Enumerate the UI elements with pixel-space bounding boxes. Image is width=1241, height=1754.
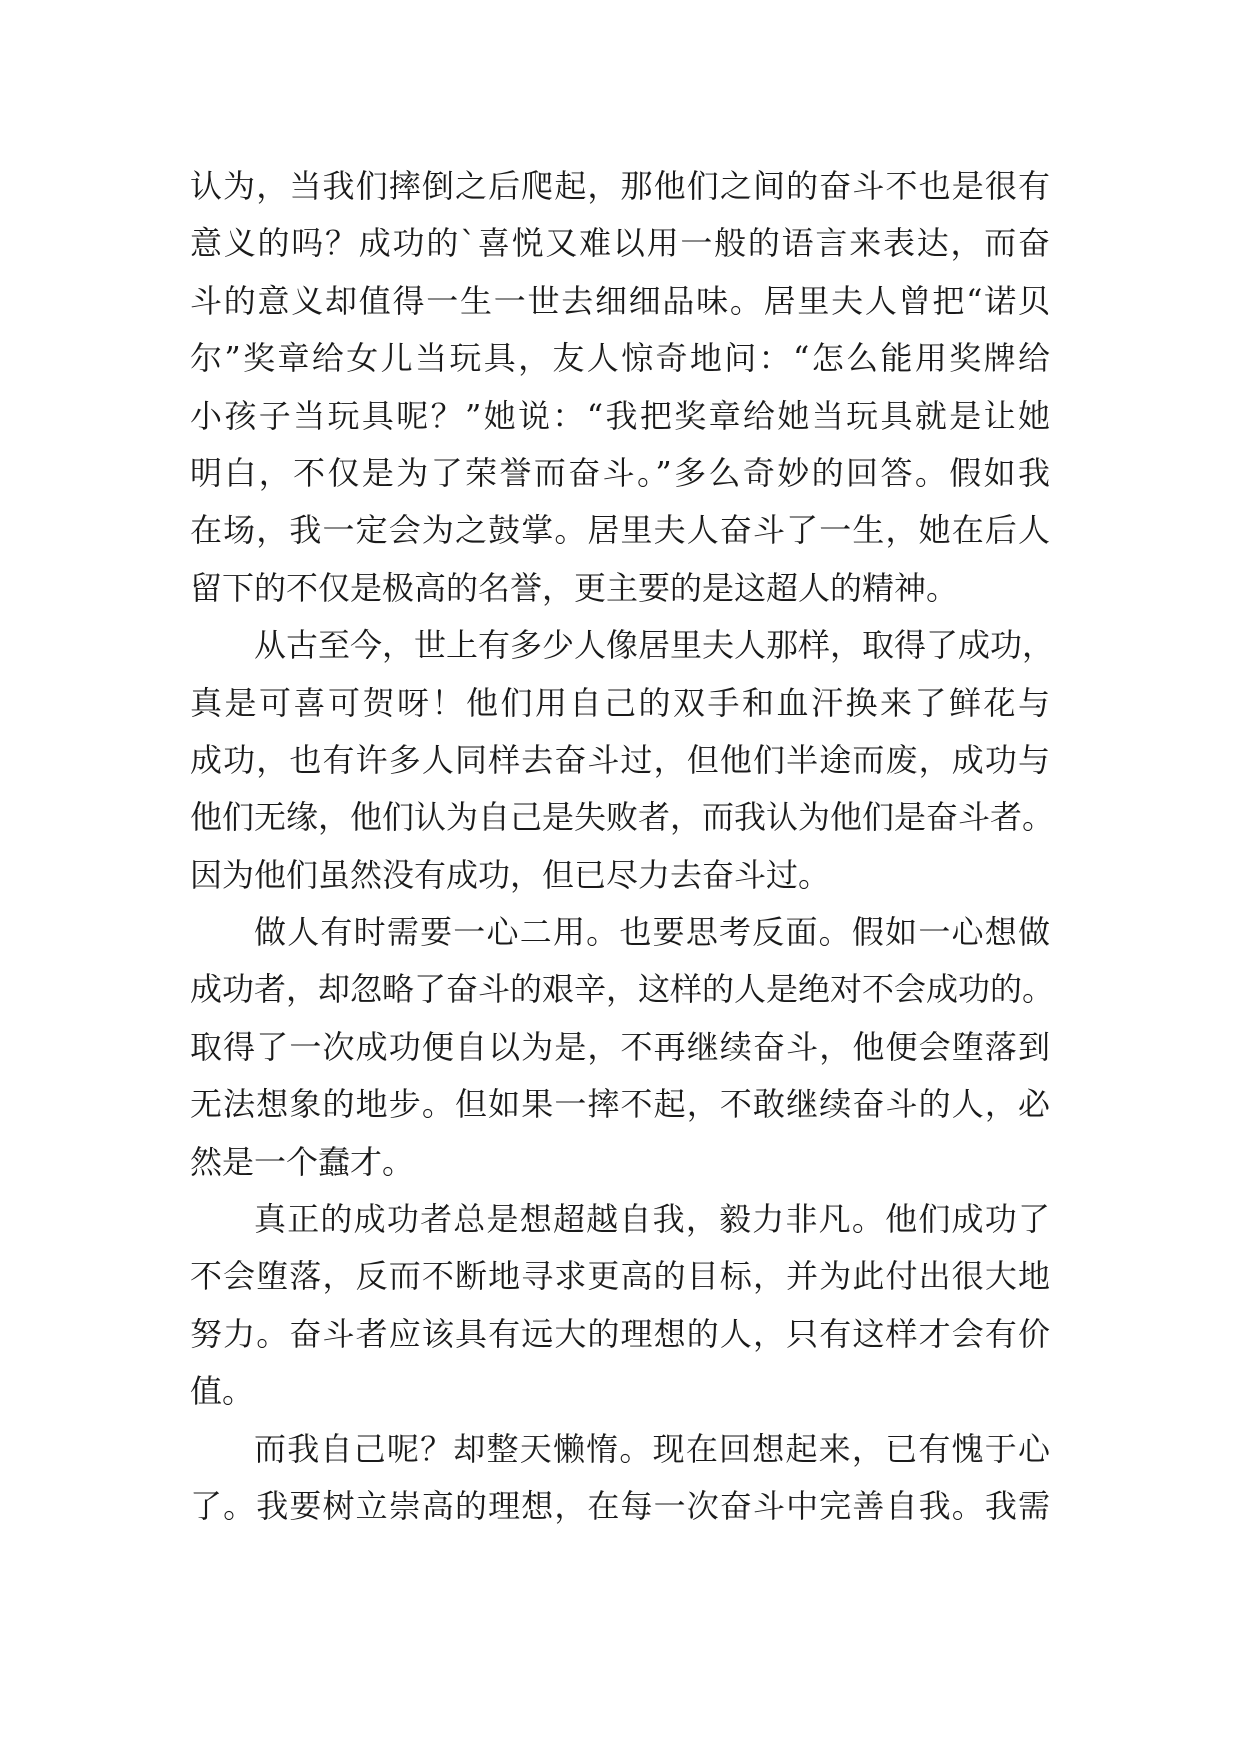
- text-line: 不会堕落，反而不断地寻求更高的目标，并为此付出很大地: [190, 1257, 1050, 1296]
- text-line: 尔”奖章给女儿当玩具，友人惊奇地问：“怎么能用奖牌给: [190, 339, 1050, 378]
- paragraph-first-line: 从古至今，世上有多少人像居里夫人那样，取得了成功，: [254, 626, 1055, 665]
- paragraph-first-line: 而我自己呢？却整天懒惰。现在回想起来，已有愧于心: [254, 1429, 1050, 1468]
- text-line: 成功者，却忽略了奋斗的艰辛，这样的人是绝对不会成功的。: [190, 970, 1055, 1009]
- paragraph-last-line: 留下的不仅是极高的名誉，更主要的是这超人的精神。: [190, 568, 959, 607]
- paragraph-first-line: 做人有时需要一心二用。也要思考反面。假如一心想做: [254, 913, 1050, 952]
- text-line: 意义的吗？成功的`喜悦又难以用一般的语言来表达，而奋: [190, 224, 1050, 263]
- text-line: 他们无缘，他们认为自己是失败者，而我认为他们是奋斗者。: [190, 798, 1055, 837]
- text-line: 了。我要树立崇高的理想，在每一次奋斗中完善自我。我需: [190, 1486, 1050, 1525]
- paragraph-last-line: 因为他们虽然没有成功，但已尽力去奋斗过。: [190, 855, 831, 894]
- text-line: 努力。奋斗者应该具有远大的理想的人，只有这样才会有价: [190, 1314, 1050, 1353]
- text-line: 明白，不仅是为了荣誉而奋斗。”多么奇妙的回答。假如我: [190, 453, 1050, 492]
- text-line: 成功，也有许多人同样去奋斗过，但他们半途而废，成功与: [190, 740, 1050, 779]
- essay-body: [190, 158, 1055, 1535]
- text-line: 认为，当我们摔倒之后爬起，那他们之间的奋斗不也是很有: [190, 167, 1050, 205]
- text-line: 斗的意义却值得一生一世去细细品味。居里夫人曾把“诺贝: [190, 281, 1050, 320]
- paragraph-last-line: 值。: [190, 1372, 255, 1411]
- text-line: 小孩子当玩具呢？”她说：“我把奖章给她当玩具就是让她: [190, 396, 1050, 435]
- text-line: 无法想象的地步。但如果一摔不起，不敢继续奋斗的人，必: [190, 1085, 1050, 1124]
- text-line: 真是可喜可贺呀！他们用自己的双手和血汗换来了鲜花与: [190, 683, 1050, 722]
- paragraph-last-line: 然是一个蠢才。: [190, 1142, 415, 1181]
- text-line: 取得了一次成功便自以为是，不再继续奋斗，他便会堕落到: [190, 1027, 1050, 1066]
- text-line: 在场，我一定会为之鼓掌。居里夫人奋斗了一生，她在后人: [190, 511, 1050, 550]
- paragraph-first-line: 真正的成功者总是想超越自我，毅力非凡。他们成功了: [254, 1200, 1050, 1239]
